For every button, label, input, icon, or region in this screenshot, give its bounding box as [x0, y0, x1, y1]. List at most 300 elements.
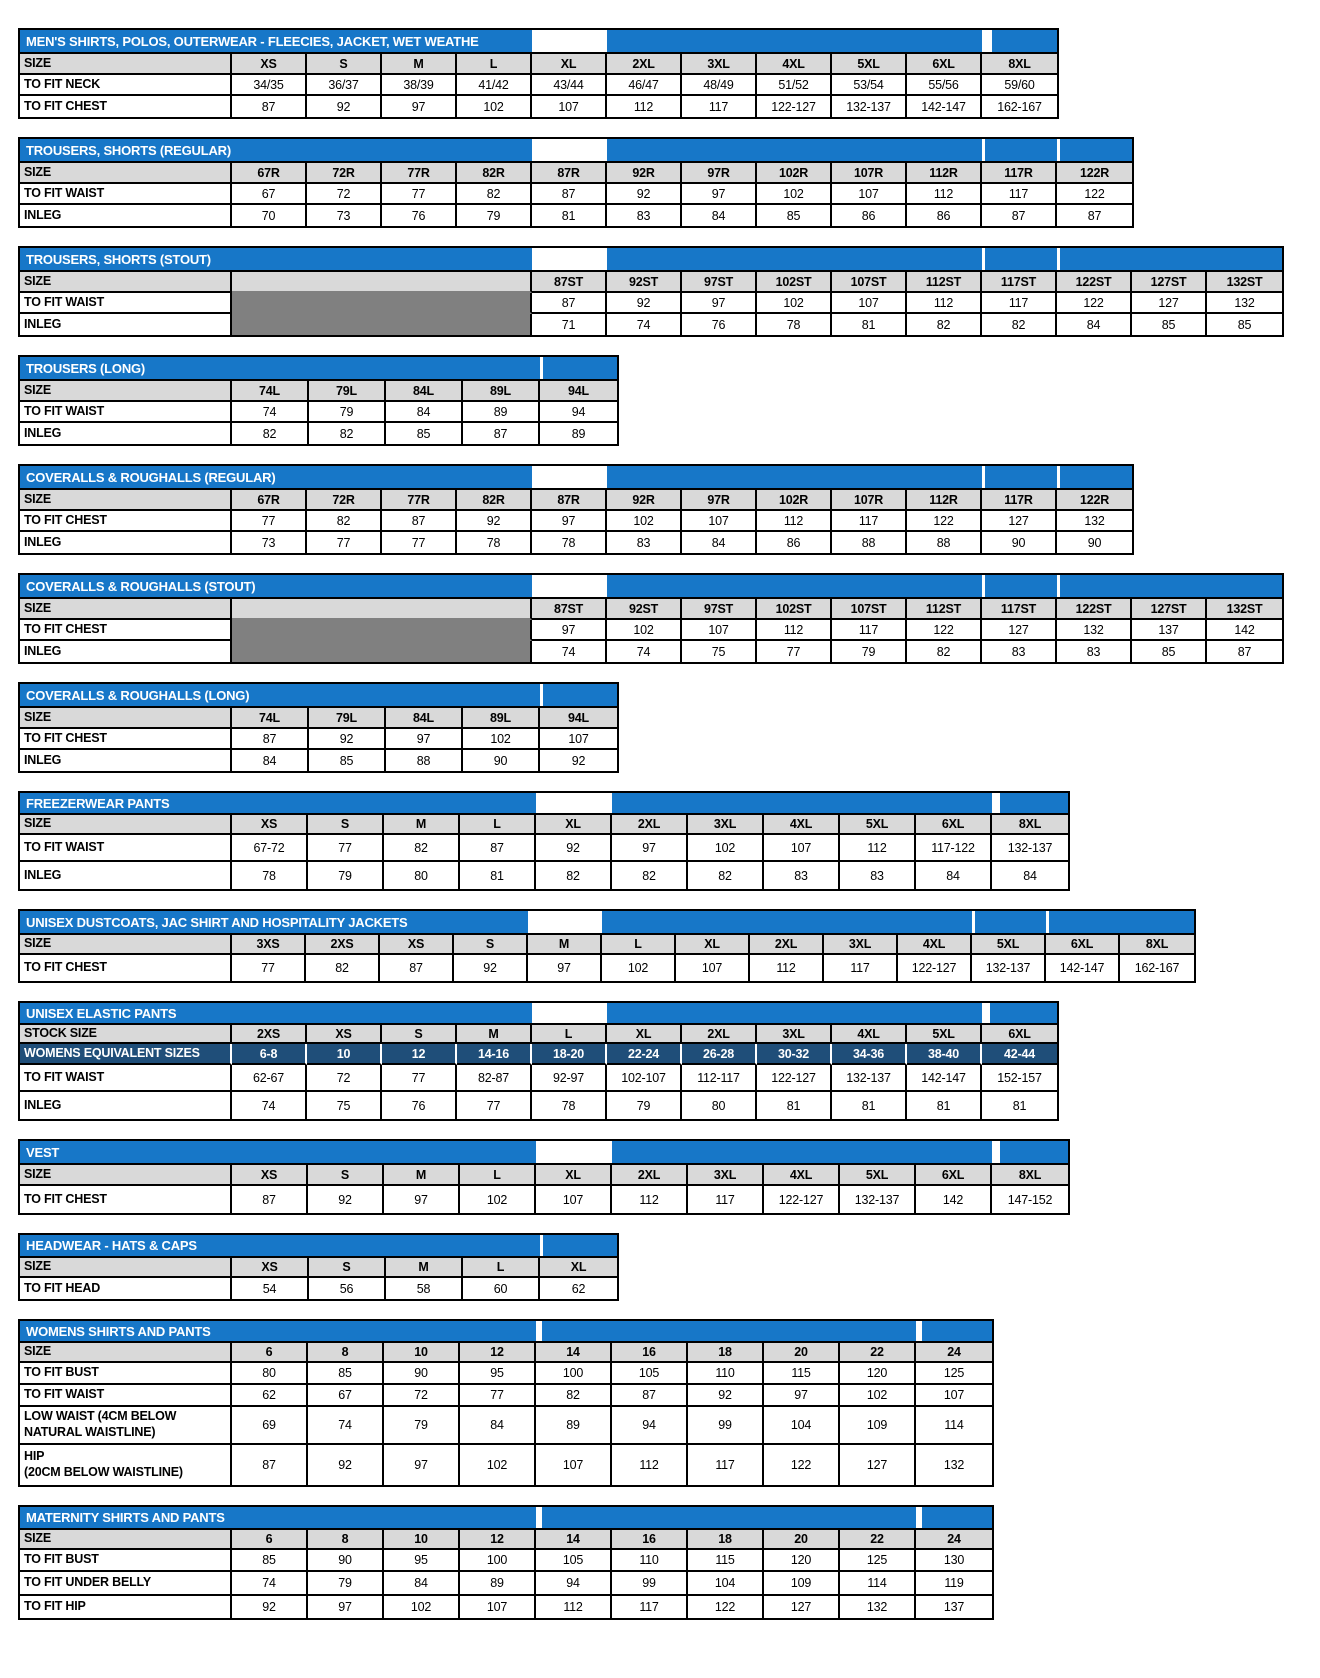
title-bar-fill [1060, 575, 1282, 597]
column-header-cell: 102R [757, 163, 832, 184]
title-bar-fill [992, 30, 1057, 52]
column-header-cell: 6XL [982, 1025, 1057, 1044]
value-cell: 122 [907, 620, 982, 641]
value-cell: 90 [384, 1363, 460, 1385]
table-row [20, 1550, 992, 1572]
table-row [20, 423, 617, 444]
column-header-cell: S [309, 1258, 386, 1278]
value-cell: 84 [384, 1572, 460, 1596]
value-cell: 83 [607, 205, 682, 226]
value-cell: 132 [1207, 293, 1282, 314]
table-row [20, 1092, 1057, 1119]
value-cell: 120 [840, 1363, 916, 1385]
value-cell: 107 [682, 620, 757, 641]
value-cell: 132-137 [992, 835, 1068, 862]
value-cell: 142-147 [907, 96, 982, 117]
size-table-men-s-shirts-polos-outerwear-fleecies-ja [18, 28, 1059, 119]
title-bar-fill [607, 139, 982, 161]
table-row [20, 708, 617, 729]
value-cell: 75 [682, 641, 757, 662]
table-title-bar [20, 793, 1068, 815]
value-cell: 97 [382, 96, 457, 117]
title-bar-gap [532, 139, 607, 161]
value-cell: 112-117 [682, 1065, 757, 1092]
value-cell: 122 [764, 1445, 840, 1485]
column-header-cell: 12 [460, 1530, 536, 1550]
row-label-cell: SIZE [20, 381, 232, 402]
column-header-cell: 2XL [612, 1165, 688, 1186]
value-cell: 73 [232, 532, 307, 553]
table-row [20, 532, 1132, 553]
value-cell: 117 [682, 96, 757, 117]
title-bar-gap [536, 793, 612, 813]
table-row [20, 1065, 1057, 1092]
gray-block-cell [232, 314, 532, 335]
value-cell: 90 [982, 532, 1057, 553]
row-label-cell: TO FIT WAIST [20, 293, 232, 314]
column-header-cell: XS [232, 54, 307, 75]
value-cell: 90 [1057, 532, 1132, 553]
column-header-cell: L [460, 1165, 536, 1186]
value-cell: 105 [536, 1550, 612, 1572]
value-cell: 86 [907, 205, 982, 226]
value-cell: 92 [308, 1445, 384, 1485]
value-cell: 85 [1132, 641, 1207, 662]
column-header-cell: 24 [916, 1343, 992, 1363]
column-header-cell: 20 [764, 1343, 840, 1363]
value-cell: 87 [232, 96, 307, 117]
title-bar-gap [528, 911, 602, 933]
value-cell: 81 [460, 862, 536, 889]
column-header-cell: 5XL [832, 54, 907, 75]
row-label-cell: INLEG [20, 205, 232, 226]
title-bar-gap [982, 30, 992, 52]
row-label-cell: SIZE [20, 54, 232, 75]
row-label-cell: SIZE [20, 490, 232, 511]
value-cell: 117 [982, 293, 1057, 314]
title-bar-fill [1060, 466, 1132, 488]
value-cell: 84 [460, 1407, 536, 1445]
value-cell: 84 [916, 862, 992, 889]
value-cell: 58 [386, 1278, 463, 1299]
column-header-cell: 122R [1057, 163, 1132, 184]
value-cell: 79 [457, 205, 532, 226]
value-cell: 102 [602, 955, 676, 981]
value-cell: 102 [757, 293, 832, 314]
column-header-cell: L [602, 935, 676, 955]
column-header-cell: 97ST [682, 599, 757, 620]
value-cell: 74 [607, 314, 682, 335]
column-header-cell: 8XL [992, 1165, 1068, 1186]
table-title-bar [20, 139, 1132, 163]
column-header-cell: 112ST [907, 272, 982, 293]
value-cell: 132-137 [832, 1065, 907, 1092]
column-header-cell: 6XL [1046, 935, 1120, 955]
value-cell: 122 [1057, 184, 1132, 205]
value-cell: 112 [612, 1445, 688, 1485]
value-cell: 152-157 [982, 1065, 1057, 1092]
row-label-cell: TO FIT CHEST [20, 620, 232, 641]
column-header-cell: 102R [757, 490, 832, 511]
column-header-cell: 4XL [764, 1165, 840, 1186]
column-header-cell: 89L [463, 381, 540, 402]
table-row [20, 1407, 992, 1445]
column-header-cell: 2XL [682, 1025, 757, 1044]
value-cell: 132 [1057, 511, 1132, 532]
column-header-cell: 8 [308, 1530, 384, 1550]
title-bar-fill [607, 248, 982, 270]
value-cell: 110 [612, 1550, 688, 1572]
title-bar-fill [985, 466, 1057, 488]
value-cell: 79 [832, 641, 907, 662]
value-cell: 54 [232, 1278, 309, 1299]
value-cell: 81 [907, 1092, 982, 1119]
value-cell: 112 [907, 184, 982, 205]
value-cell: 119 [916, 1572, 992, 1596]
value-cell: 82 [232, 423, 309, 444]
value-cell: 107 [532, 96, 607, 117]
value-cell: 82 [307, 511, 382, 532]
table-row [20, 1343, 992, 1363]
row-label-cell: SIZE [20, 599, 232, 620]
column-header-cell: 127ST [1132, 272, 1207, 293]
title-bar-fill [607, 466, 982, 488]
column-header-cell: 2XL [607, 54, 682, 75]
row-label-cell: INLEG [20, 1092, 232, 1119]
value-cell: 74 [232, 1572, 308, 1596]
value-cell: 110 [688, 1363, 764, 1385]
value-cell: 81 [982, 1092, 1057, 1119]
value-cell: 104 [764, 1407, 840, 1445]
value-cell: 90 [463, 750, 540, 771]
title-bar-gap [992, 1141, 1000, 1163]
value-cell: 102 [460, 1445, 536, 1485]
title-bar-fill [922, 1321, 992, 1341]
row-label-cell: SIZE [20, 708, 232, 729]
value-cell: 85 [308, 1363, 384, 1385]
table-row [20, 620, 1282, 641]
value-cell: 97 [612, 835, 688, 862]
title-bar-fill [607, 1003, 982, 1023]
value-cell: 122-127 [898, 955, 972, 981]
value-cell: 88 [907, 532, 982, 553]
table-title: COVERALLS & ROUGHALLS (REGULAR) [20, 466, 532, 488]
column-header-cell: 8XL [982, 54, 1057, 75]
value-cell: 81 [757, 1092, 832, 1119]
value-cell: 71 [532, 314, 607, 335]
value-cell: 87 [612, 1385, 688, 1407]
column-header-cell: 107ST [832, 599, 907, 620]
size-table-coveralls-roughalls-regular [18, 464, 1134, 555]
table-row [20, 1025, 1057, 1044]
table-row [20, 1572, 992, 1596]
value-cell: 38/39 [382, 75, 457, 96]
value-cell: 84 [992, 862, 1068, 889]
value-cell: 42-44 [982, 1044, 1057, 1065]
row-label-cell: INLEG [20, 532, 232, 553]
row-label-cell: TO FIT CHEST [20, 96, 232, 117]
value-cell: 122-127 [764, 1186, 840, 1213]
table-title-bar [20, 357, 617, 381]
table-row [20, 1165, 1068, 1186]
table-title: FREEZERWEAR PANTS [20, 793, 536, 813]
value-cell: 79 [607, 1092, 682, 1119]
value-cell: 74 [532, 641, 607, 662]
row-label-cell: SIZE [20, 1165, 232, 1186]
value-cell: 87 [232, 729, 309, 750]
value-cell: 30-32 [757, 1044, 832, 1065]
value-cell: 117-122 [916, 835, 992, 862]
column-header-cell: 92ST [607, 272, 682, 293]
value-cell: 82 [907, 641, 982, 662]
value-cell: 83 [840, 862, 916, 889]
value-cell: 97 [528, 955, 602, 981]
table-title: UNISEX DUSTCOATS, JAC SHIRT AND HOSPITALITY JACKETS [20, 911, 528, 933]
size-charts-container [18, 28, 1320, 1620]
column-header-cell: 107R [832, 163, 907, 184]
value-cell: 127 [764, 1596, 840, 1618]
column-header-cell: 112R [907, 490, 982, 511]
title-bar-fill [1060, 248, 1282, 270]
column-header-cell: 3XL [682, 54, 757, 75]
column-header-cell: L [460, 815, 536, 835]
row-label-cell: SIZE [20, 1530, 232, 1550]
value-cell: 95 [384, 1550, 460, 1572]
value-cell: 117 [982, 184, 1057, 205]
value-cell: 87 [463, 423, 540, 444]
value-cell: 100 [536, 1363, 612, 1385]
row-label-cell: INLEG [20, 750, 232, 771]
value-cell: 95 [460, 1363, 536, 1385]
value-cell: 62 [232, 1385, 308, 1407]
value-cell: 92 [454, 955, 528, 981]
row-label-cell: TO FIT CHEST [20, 1186, 232, 1213]
size-table-unisex-elastic-pants [18, 1001, 1059, 1121]
value-cell: 120 [764, 1550, 840, 1572]
table-row [20, 1530, 992, 1550]
column-header-cell: S [307, 54, 382, 75]
column-header-cell: 87ST [532, 272, 607, 293]
value-cell: 107 [682, 511, 757, 532]
value-cell: 94 [536, 1572, 612, 1596]
row-label-cell: TO FIT HEAD [20, 1278, 232, 1299]
title-bar-fill [612, 1141, 992, 1163]
value-cell: 78 [532, 532, 607, 553]
value-cell: 94 [612, 1407, 688, 1445]
value-cell: 69 [232, 1407, 308, 1445]
value-cell: 14-16 [457, 1044, 532, 1065]
column-header-cell: 94L [540, 708, 617, 729]
column-header-cell: L [532, 1025, 607, 1044]
column-header-cell: 22 [840, 1343, 916, 1363]
column-header-cell: 14 [536, 1530, 612, 1550]
column-header-cell: M [384, 815, 460, 835]
column-header-cell: 2XS [306, 935, 380, 955]
column-header-cell: 4XL [764, 815, 840, 835]
title-bar-fill [542, 1321, 916, 1341]
value-cell: 102 [607, 511, 682, 532]
value-cell: 87 [232, 1186, 308, 1213]
table-title: TROUSERS, SHORTS (REGULAR) [20, 139, 532, 161]
value-cell: 87 [532, 293, 607, 314]
value-cell: 89 [536, 1407, 612, 1445]
value-cell: 97 [384, 1186, 460, 1213]
title-bar-fill [1060, 139, 1132, 161]
table-row [20, 381, 617, 402]
value-cell: 72 [384, 1385, 460, 1407]
column-header-cell: 97ST [682, 272, 757, 293]
column-header-cell: 79L [309, 381, 386, 402]
title-bar-gap [532, 30, 607, 52]
value-cell: 125 [840, 1550, 916, 1572]
value-cell: 122 [907, 511, 982, 532]
value-cell: 147-152 [992, 1186, 1068, 1213]
value-cell: 92 [536, 835, 612, 862]
value-cell: 97 [384, 1445, 460, 1485]
value-cell: 97 [308, 1596, 384, 1618]
table-title: MEN'S SHIRTS, POLOS, OUTERWEAR - FLEECIES, JACKET, WET WEATHE [20, 30, 532, 52]
value-cell: 112 [907, 293, 982, 314]
value-cell: 88 [386, 750, 463, 771]
table-row [20, 96, 1057, 117]
value-cell: 74 [232, 402, 309, 423]
column-header-cell: S [308, 1165, 384, 1186]
value-cell: 87 [1207, 641, 1282, 662]
value-cell: 34-36 [832, 1044, 907, 1065]
column-header-cell: 127ST [1132, 599, 1207, 620]
column-header-cell: 94L [540, 381, 617, 402]
row-label-cell: INLEG [20, 862, 232, 889]
column-header-cell: 87ST [532, 599, 607, 620]
value-cell: 77 [308, 835, 384, 862]
column-header-cell: XS [232, 1165, 308, 1186]
value-cell: 78 [457, 532, 532, 553]
value-cell: 82 [612, 862, 688, 889]
value-cell: 114 [916, 1407, 992, 1445]
value-cell: 77 [382, 532, 457, 553]
column-header-cell: 20 [764, 1530, 840, 1550]
title-bar-fill [975, 911, 1046, 933]
column-header-cell: XS [307, 1025, 382, 1044]
gray-block-cell [232, 641, 532, 662]
gray-block-cell [232, 272, 532, 293]
column-header-cell: 132ST [1207, 272, 1282, 293]
value-cell: 99 [612, 1572, 688, 1596]
value-cell: 85 [1207, 314, 1282, 335]
value-cell: 97 [682, 184, 757, 205]
table-row [20, 815, 1068, 835]
column-header-cell: M [386, 1258, 463, 1278]
table-title-bar [20, 1141, 1068, 1165]
value-cell: 127 [840, 1445, 916, 1485]
table-row [20, 729, 617, 750]
table-row [20, 1385, 992, 1407]
value-cell: 107 [764, 835, 840, 862]
column-header-cell: 122ST [1057, 272, 1132, 293]
column-header-cell: XS [380, 935, 454, 955]
value-cell: 117 [832, 511, 907, 532]
table-row [20, 1044, 1057, 1065]
value-cell: 102 [757, 184, 832, 205]
value-cell: 74 [308, 1407, 384, 1445]
row-label-cell: TO FIT WAIST [20, 1385, 232, 1407]
value-cell: 97 [532, 511, 607, 532]
column-header-cell: S [308, 815, 384, 835]
value-cell: 51/52 [757, 75, 832, 96]
value-cell: 72 [307, 1065, 382, 1092]
size-table-coveralls-roughalls-long [18, 682, 619, 773]
value-cell: 82 [309, 423, 386, 444]
value-cell: 70 [232, 205, 307, 226]
column-header-cell: 117ST [982, 599, 1057, 620]
size-table-coveralls-roughalls-stout [18, 573, 1284, 664]
value-cell: 97 [682, 293, 757, 314]
value-cell: 67 [232, 184, 307, 205]
value-cell: 117 [688, 1445, 764, 1485]
value-cell: 43/44 [532, 75, 607, 96]
value-cell: 78 [532, 1092, 607, 1119]
value-cell: 94 [540, 402, 617, 423]
value-cell: 112 [607, 96, 682, 117]
column-header-cell: XL [540, 1258, 617, 1278]
value-cell: 80 [682, 1092, 757, 1119]
column-header-cell: 10 [384, 1343, 460, 1363]
table-row [20, 1258, 617, 1278]
table-title: MATERNITY SHIRTS AND PANTS [20, 1507, 536, 1528]
title-bar-gap [532, 1003, 607, 1023]
table-row [20, 750, 617, 771]
value-cell: 82 [688, 862, 764, 889]
row-label-cell: TO FIT CHEST [20, 729, 232, 750]
size-table-trousers-shorts-stout [18, 246, 1284, 337]
value-cell: 99 [688, 1407, 764, 1445]
column-header-cell: 16 [612, 1530, 688, 1550]
value-cell: 81 [832, 1092, 907, 1119]
title-bar-fill [985, 248, 1057, 270]
table-row [20, 75, 1057, 96]
column-header-cell: 92R [607, 490, 682, 511]
table-row [20, 641, 1282, 662]
title-bar-fill [543, 1235, 617, 1256]
value-cell: 75 [307, 1092, 382, 1119]
column-header-cell: 6XL [907, 54, 982, 75]
table-title-bar [20, 1507, 992, 1530]
value-cell: 127 [1132, 293, 1207, 314]
value-cell: 82 [536, 1385, 612, 1407]
column-header-cell: 97R [682, 490, 757, 511]
table-title: WOMENS SHIRTS AND PANTS [20, 1321, 536, 1341]
table-row [20, 1445, 992, 1485]
value-cell: 92 [607, 293, 682, 314]
column-header-cell: 6XL [916, 815, 992, 835]
title-bar-fill [543, 357, 617, 379]
gray-block-cell [232, 293, 532, 314]
table-row [20, 184, 1132, 205]
table-row [20, 402, 617, 423]
value-cell: 56 [309, 1278, 386, 1299]
table-title: UNISEX ELASTIC PANTS [20, 1003, 532, 1023]
column-header-cell: 6XL [916, 1165, 992, 1186]
row-label-cell: INLEG [20, 314, 232, 335]
column-header-cell: 112R [907, 163, 982, 184]
table-row [20, 272, 1282, 293]
value-cell: 83 [1057, 641, 1132, 662]
value-cell: 48/49 [682, 75, 757, 96]
column-header-cell: 117R [982, 490, 1057, 511]
column-header-cell: XS [232, 815, 308, 835]
row-label-cell: HIP (20CM BELOW WAISTLINE) [20, 1445, 232, 1485]
row-label-cell: TO FIT HIP [20, 1596, 232, 1618]
